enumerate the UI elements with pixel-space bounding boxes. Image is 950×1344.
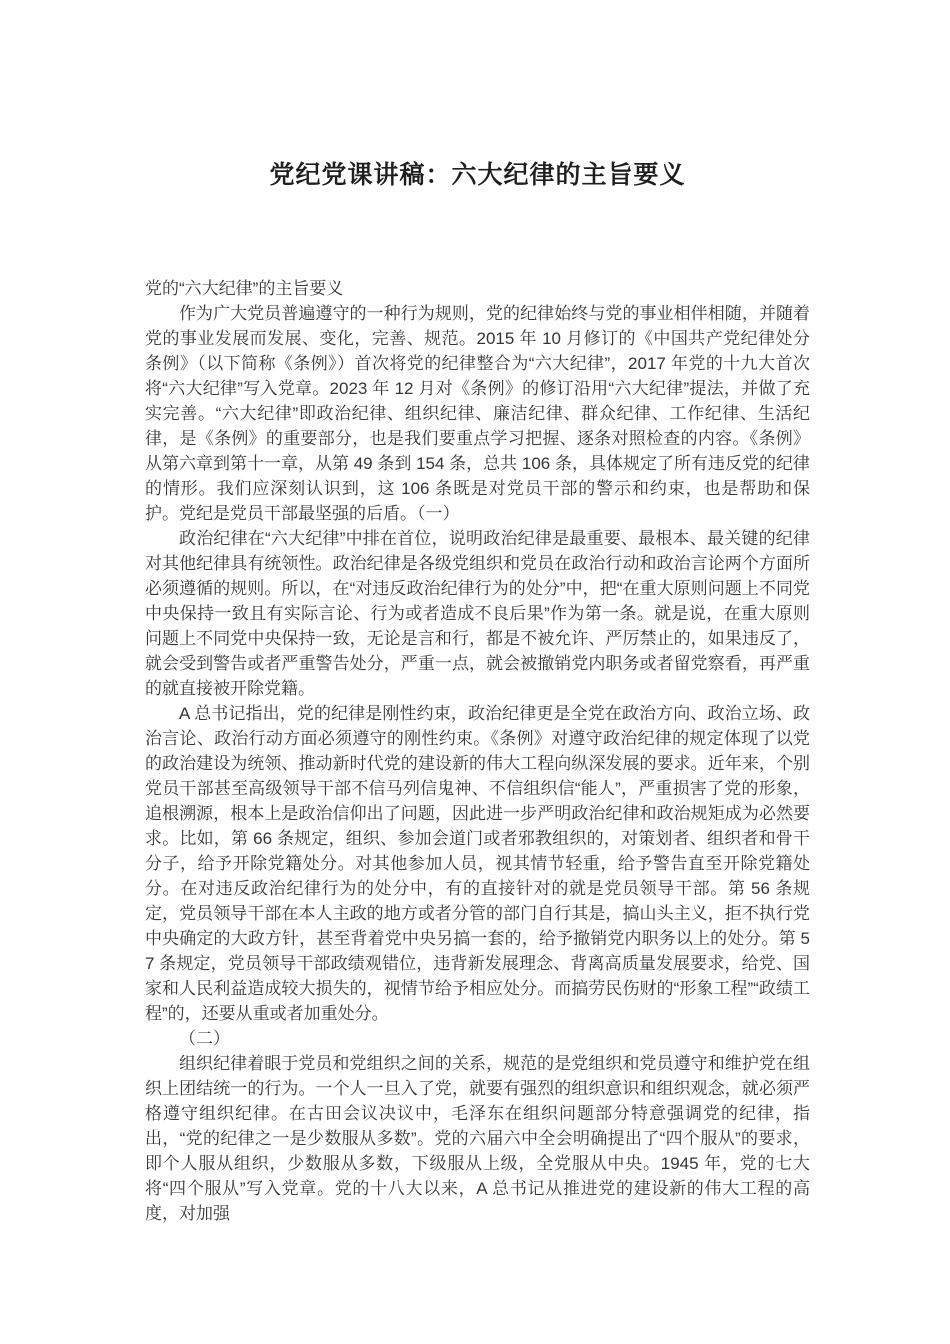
section-marker-two: （二）: [179, 1029, 230, 1048]
paragraph-organizational-discipline: 组织纪律着眼于党员和党组织之间的关系，规范的是党组织和党员遵守和维护党在组织上团结统一的行为。一个人一旦入了党，就要有强烈的组织意识和组织观念，就必须严格遵守组织纪律。在古田会议决议中，毛泽东在组织问题部分特意强调党的纪律，指出，“党的纪律之一是少数服从多数”。党的六届六中全会明确提出了“四个服从”的要求，即个人服从组织，少数服从多数，下级服从上级，全党服从中央。1945 年，党的七大将“四个服从”写入党章。党的十八大以来，A 总书记从推进党的建设新的伟大工程的高度，对加强: [145, 1054, 810, 1223]
paragraph-political-discipline-cases: A 总书记指出，党的纪律是刚性约束，政治纪律更是全党在政治方向、政治立场、政治言论、政治行动方面必须遵守的刚性约束。《条例》对遵守政治纪律的规定体现了以党的政治建设为统领、推动新时代党的建设新的伟大工程向纵深发展的要求。近年来，个别党员干部甚至高级领导干部不信马列信鬼神、不信组织信“能人”，严重损害了党的形象，追根溯源，根本上是政治信仰出了问题，因此进一步严明政治纪律和政治规矩成为必然要求。比如，第 66 条规定，组织、参加会道门或者邪教组织的，对策划者、组织者和骨干分子，给予开除党籍处分。对其他参加人员，视其情节轻重，给予警告直至开除党籍处分。在对违反政治纪律行为的处分中，有的直接针对的就是党员领导干部。第 56 条规定，党员领导干部在本人主政的地方或者分管的部门自行其是，搞山头主义，拒不执行党中央确定的大政方针，甚至背着党中央另搞一套的，给予撤销党内职务以上的处分。第 57 条规定，党员领导干部政绩观错位，违背新发展理念、背离高质量发展要求，给党、国家和人民利益造成较大损失的，视情节给予相应处分。而搞劳民伤财的“形象工程”“政绩工程”的，还要从重或者加重处分。: [145, 704, 810, 1023]
document-title-text: 党纪党课讲稿：六大纪律的主旨要义: [269, 161, 686, 189]
document-body: [145, 276, 810, 1226]
section-heading: 党的“六大纪律”的主旨要义: [145, 279, 344, 298]
document-title: [145, 158, 810, 192]
paragraph-political-discipline: 政治纪律在“六大纪律”中排在首位，说明政治纪律是最重要、最根本、最关键的纪律对其他纪律具有统领性。政治纪律是各级党组织和党员在政治行动和政治言论两个方面所必须遵循的规则。所以，在“对违反政治纪律行为的处分”中，把“在重大原则问题上不同党中央保持一致且有实际言论、行为或者造成不良后果”作为第一条。就是说，在重大原则问题上不同党中央保持一致，无论是言和行，都是不被允许、严厉禁止的，如果违反了，就会受到警告或者严重警告处分，严重一点，就会被撤销党内职务或者留党察看，再严重的就直接被开除党籍。: [145, 529, 810, 698]
paragraph-overview: 作为广大党员普遍遵守的一种行为规则，党的纪律始终与党的事业相伴相随，并随着党的事业发展而发展、变化，完善、规范。2015 年 10 月修订的《中国共产党纪律处分条例》（以下简称《条例》）首次将党的纪律整合为“六大纪律”，2017 年党的十九大首次将“六大纪律”写入党章。2023 年 12 月对《条例》的修订沿用“六大纪律”提法，并做了充实完善。“六大纪律”即政治纪律、组织纪律、廉洁纪律、群众纪律、工作纪律、生活纪律，是《条例》的重要部分，也是我们要重点学习把握、逐条对照检查的内容。《条例》从第六章到第十一章，从第 49 条到 154 条，总共 106 条，具体规定了所有违反党的纪律的情形。我们应深刻认识到，这 106 条既是对党员干部的警示和约束，也是帮助和保护。党纪是党员干部最坚强的后盾。（一）: [145, 304, 810, 523]
